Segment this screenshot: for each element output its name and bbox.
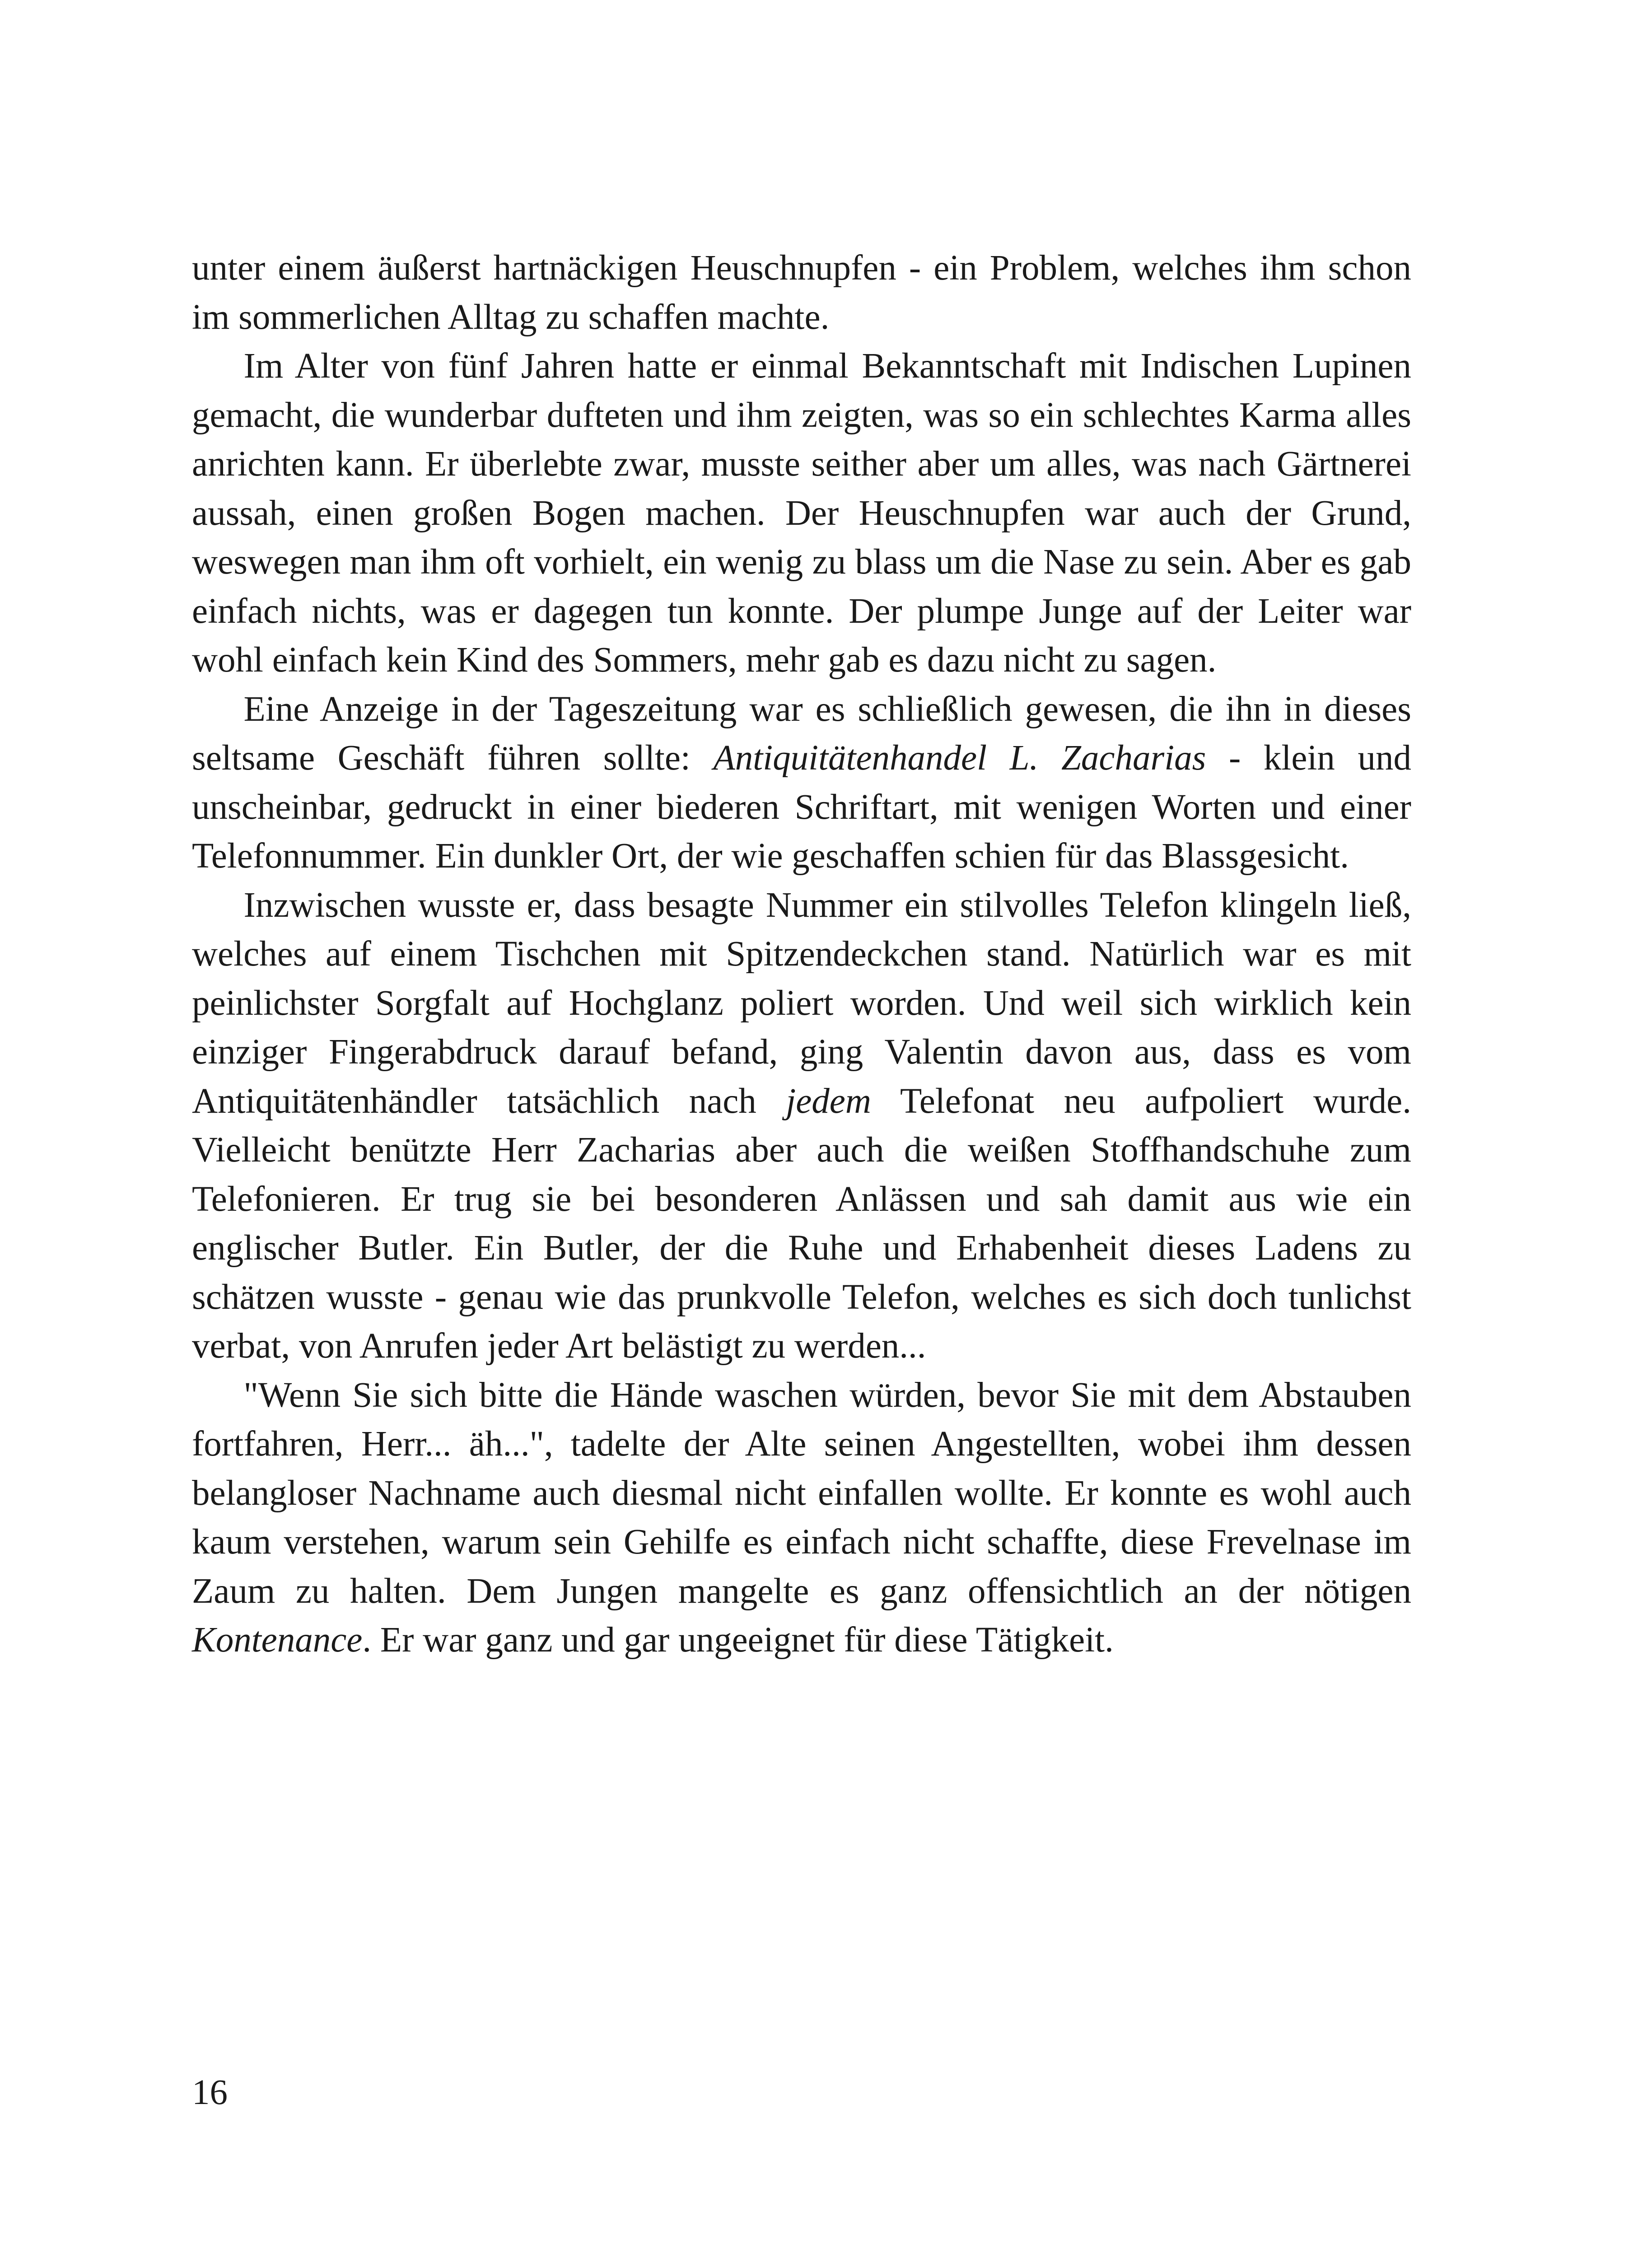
paragraph-5-text-b: . Er war ganz und gar ungeeignet für diese Tätigkeit. [362,1620,1114,1660]
paragraph-5 [192,1371,1411,1665]
body-text [192,244,1411,1665]
paragraph-1-text: unter einem äußerst hartnäckigen Heuschnupfen - ein Problem, welches ihm schon im sommerlichen Alltag zu schaffen machte. [192,248,1411,337]
emphasis-kontenance: Kontenance [192,1620,363,1660]
emphasis-jedem: jedem [786,1081,871,1121]
paragraph-1 [192,244,1411,342]
paragraph-3-text-a: Eine Anzeige in der Tageszeitung war es schließlich gewesen, die ihn in dieses seltsame Geschäft führen sollte: [192,689,1411,778]
paragraph-3-text-b: - klein und unscheinbar, gedruckt in einer biederen Schriftart, mit wenigen Worten und einer Telefonnummer. Ein dunkler Ort, der wie geschaffen schien für das Blassgesicht. [192,738,1411,876]
paragraph-4-text-b: Telefonat neu aufpoliert wurde. Vielleicht benützte Herr Zacharias aber auch die weißen Stoffhandschuhe zum Telefonieren. Er trug sie bei besonderen Anlässen und sah damit aus wie ein englischer Butler. Ein Butler, der die Ruhe und Erhabenheit dieses Ladens zu schätzen wusste - genau wie das prunkvolle Telefon, welches es sich doch tunlichst verbat, von Anrufen jeder Art belästigt zu werden... [192,1081,1411,1366]
paragraph-2-text: Im Alter von fünf Jahren hatte er einmal Bekanntschaft mit Indischen Lupinen gemacht, die wunderbar dufteten und ihm zeigten, was so ein schlechtes Karma alles anrichten kann. Er überlebte zwar, musste seither aber um alles, was nach Gärtnerei aussah, einen großen Bogen machen. Der Heuschnupfen war auch der Grund, weswegen man ihm oft vorhielt, ein wenig zu blass um die Nase zu sein. Aber es gab einfach nichts, was er dagegen tun konnte. Der plumpe Junge auf der Leiter war wohl einfach kein Kind des Sommers, mehr gab es dazu nicht zu sagen. [192,346,1411,680]
paragraph-5-text-a: "Wenn Sie sich bitte die Hände waschen würden, bevor Sie mit dem Abstauben fortfahren, Herr... äh...", tadelte der Alte seinen Angestellten, wobei ihm dessen belangloser Nachname auch diesmal nicht einfallen wollte. Er konnte es wohl auch kaum verstehen, warum sein Gehilfe es einfach nicht schaffte, diese Frevelnase im Zaum zu halten. Dem Jungen mangelte es ganz offensichtlich an der nötigen [192,1375,1411,1611]
paragraph-2 [192,342,1411,685]
paragraph-4 [192,881,1411,1371]
page-number: 16 [192,2073,228,2112]
paragraph-3 [192,685,1411,881]
shop-name-italic: Antiquitätenhandel L. Zacharias [713,738,1206,778]
paragraph-4-text-a: Inzwischen wusste er, dass besagte Nummer ein stilvolles Telefon klingeln ließ, welches auf einem Tischchen mit Spitzendeckchen stand. Natürlich war es mit peinlichster Sorgfalt auf Hochglanz poliert worden. Und weil sich wirklich kein einziger Fingerabdruck darauf befand, ging Valentin davon aus, dass es vom Antiquitätenhändler tatsächlich nach [192,885,1411,1121]
